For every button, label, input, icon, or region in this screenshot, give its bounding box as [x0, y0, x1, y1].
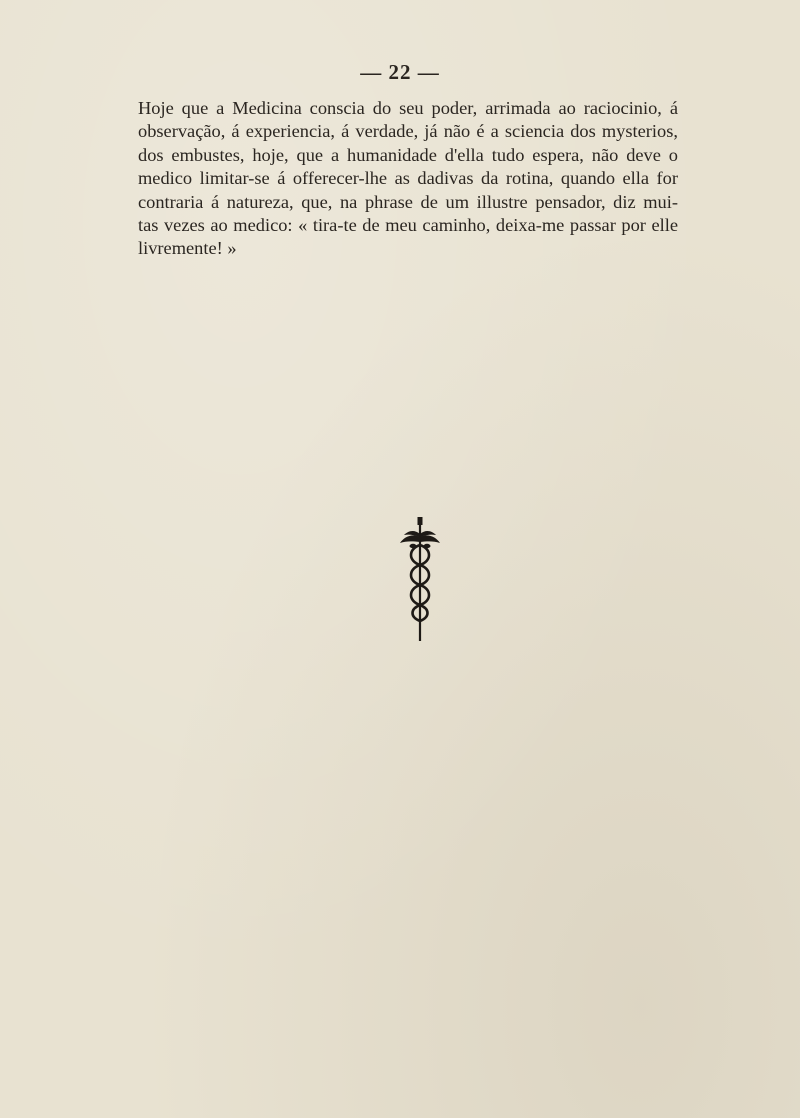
page-number: — 22 —	[360, 60, 440, 84]
text-line: Hoje que a Medicina conscia do seu poder, arrimada ao raciocinio, á	[138, 98, 678, 118]
caduceus-icon	[398, 515, 442, 643]
text-line: medico limitar-se á offerecer-lhe as dadivas da rotina, quando ella for	[138, 168, 678, 189]
text-line: observação, á experiencia, á verdade, já não é a sciencia dos mysterios,	[138, 121, 678, 142]
text-line: tas vezes ao medico: « tira-te de meu caminho, deixa-me passar por elle	[138, 215, 678, 236]
text-line: dos embustes, hoje, que a humanidade d'ella tudo espera, não deve o	[138, 144, 678, 165]
text-line: livremente! »	[138, 238, 237, 259]
body-paragraph	[138, 97, 678, 261]
text-line: contraria á natureza, que, na phrase de um illustre pensador, diz mui-	[138, 191, 678, 212]
